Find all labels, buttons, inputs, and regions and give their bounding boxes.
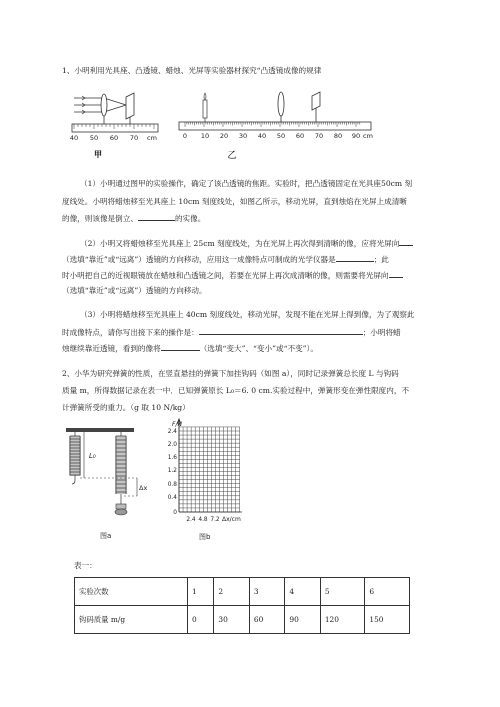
q1-p3-text-d: （选填“变大”、“变小”或“不变”）。 xyxy=(199,344,318,353)
x-tick: 7.2 xyxy=(210,517,220,523)
x-axis-label: Δx/cm xyxy=(222,516,241,523)
jia-tick: 70 xyxy=(129,134,139,142)
q1-p3-line1: （3）小明将蜡烛移至光具座上 40cm 刻度线处，移动光屏，发现不能在光屏上得到像，为了观察此 xyxy=(80,310,415,319)
q1-p1-line1: （1）小明通过图甲的实验操作，确定了该凸透镜的焦距。实验时，把凸透镜固定在光具座50cm 刻 xyxy=(80,179,413,188)
table-row xyxy=(75,606,410,634)
q1-p2-line2 xyxy=(62,253,389,265)
y-tick: 1.6 xyxy=(167,455,177,461)
q1-p2-text-c: ；此 xyxy=(373,255,389,264)
q1-p2-line3 xyxy=(62,269,403,281)
y-tick: 2.0 xyxy=(167,442,177,448)
x-tick: 2.4 xyxy=(186,517,196,523)
light-screen xyxy=(126,93,134,119)
yi-tick: 20 xyxy=(219,132,229,140)
yi-tick: 30 xyxy=(238,132,248,140)
convex-lens xyxy=(278,92,284,116)
y-tick: 0 xyxy=(173,510,177,516)
jia-unit: cm xyxy=(147,134,157,142)
grid-lines xyxy=(179,427,240,512)
answer-blank[interactable] xyxy=(161,342,200,351)
convex-lens xyxy=(101,94,107,116)
figure-jia xyxy=(70,88,170,168)
q1-p2-line1 xyxy=(80,237,413,249)
light-screen xyxy=(312,92,320,110)
hook-weight-icon xyxy=(115,504,127,515)
figure-yi xyxy=(176,88,376,168)
y-tick: 0.4 xyxy=(167,495,177,501)
ceiling-bar xyxy=(66,428,134,432)
yi-tick: 90 xyxy=(351,132,361,140)
table-cell: 90 xyxy=(285,606,320,634)
y-tick: 2.4 xyxy=(167,429,177,435)
jia-tick: 60 xyxy=(109,134,119,142)
figure-a-springs xyxy=(62,426,152,544)
answer-blank[interactable] xyxy=(199,326,363,335)
yi-tick: 0 xyxy=(182,132,188,140)
table-cell: 钩码质量 m/g xyxy=(75,606,188,634)
yi-tick: 60 xyxy=(295,132,305,140)
q1-p1-line3 xyxy=(62,212,205,224)
table-cell: 2 xyxy=(214,578,249,606)
q1-p2-text-a: （2）小明又将蜡烛移至光具座上 25cm 刻度线处，为在光屏上再次得到清晰的像，应将光屏向 xyxy=(80,239,400,248)
table-cell: 0 xyxy=(188,606,214,634)
data-table xyxy=(74,577,410,634)
q1-p3-text-c: 烛继续靠近透镜，看到的像将 xyxy=(62,344,161,353)
q1-p3-line2 xyxy=(62,326,401,338)
table-cell: 30 xyxy=(214,606,249,634)
figure-b-grid xyxy=(158,416,258,544)
table-cell: 60 xyxy=(249,606,284,634)
table-cell: 1 xyxy=(188,578,214,606)
table-cell: 5 xyxy=(320,578,365,606)
q1-p1-text-a: 的像，则该像是倒立、 xyxy=(62,214,138,223)
caption-jia: 甲 xyxy=(94,150,102,159)
table-title: 表一： xyxy=(74,561,97,570)
caption-fig-b: 图b xyxy=(199,533,211,541)
q1-intro: 1、小明利用光具座、凸透镜、蜡烛、光屏等实验器材探究“凸透镜成像的规律 xyxy=(62,66,322,75)
yi-tick: 10 xyxy=(200,132,210,140)
answer-blank[interactable] xyxy=(399,237,413,246)
answer-blank[interactable] xyxy=(389,269,403,278)
table-row xyxy=(75,578,410,606)
yi-tick: 70 xyxy=(314,132,324,140)
q1-p1-text-b: 的实像。 xyxy=(174,214,206,223)
table-cell: 6 xyxy=(365,578,410,606)
caption-fig-a: 图a xyxy=(100,532,112,540)
x-tick: 4.8 xyxy=(198,517,208,523)
optical-bench-ruler xyxy=(72,124,158,132)
q2-line2: 质量 m，所得数据记录在表一中．已知弹簧原长 L₀＝6. 0 cm.实验过程中，弹簧形变在弹性限度内，不 xyxy=(62,386,410,395)
jia-tick: 40 xyxy=(70,134,79,142)
yi-tick: 80 xyxy=(333,132,343,140)
q2-line3: 计弹簧所受的重力。（g 取 10 N/kg） xyxy=(62,403,190,412)
caption-yi: 乙 xyxy=(227,151,237,161)
table-cell: 4 xyxy=(285,578,320,606)
q1-p2-text-d: 时小明把自己的近视眼镜放在蜡烛和凸透镜之间，若要在光屏上再次成清晰的像，则需要将光屏向 xyxy=(62,271,389,280)
answer-blank[interactable] xyxy=(336,253,374,262)
table-cell: 120 xyxy=(320,606,365,634)
y-axis-label: F/N xyxy=(172,421,182,428)
table-cell: 实验次数 xyxy=(75,578,188,606)
q1-p2-line4: （选填“靠近”或“远离”）透镜的方向移动。 xyxy=(62,286,207,295)
y-tick: 0.8 xyxy=(167,482,177,488)
label-dx: Δx xyxy=(139,484,148,492)
yi-unit: cm xyxy=(363,132,373,140)
q1-p3-line3 xyxy=(62,342,318,354)
q1-p2-text-b: （选填“靠近”或“远离”）透镜的方向移动，应用这一成像特点可制成的光学仪器是 xyxy=(62,255,336,264)
y-tick: 1.2 xyxy=(167,468,177,474)
answer-blank[interactable] xyxy=(138,212,175,221)
q1-p1-line2: 度线处。小明将蜡烛移至光具座上 10cm 刻度线处，如图乙所示，移动光屏，直到烛焰在光屏上成清晰 xyxy=(62,197,407,206)
table-cell: 3 xyxy=(249,578,284,606)
candle-icon xyxy=(203,93,207,122)
jia-tick: 50 xyxy=(89,134,99,142)
table-cell: 150 xyxy=(365,606,410,634)
yi-tick: 50 xyxy=(276,132,286,140)
q1-p3-text-a: 时成像特点，请你写出接下来的操作是： xyxy=(62,328,199,337)
q1-p3-text-b: ；小明将蜡 xyxy=(362,328,401,337)
label-L0: L₀ xyxy=(89,452,96,460)
q2-line1: 2、小华为研究弹簧的性质，在竖直悬挂的弹簧下加挂钩码（如图 a），同时记录弹簧总长度 L 与钩码 xyxy=(62,369,399,378)
yi-tick: 40 xyxy=(257,132,267,140)
